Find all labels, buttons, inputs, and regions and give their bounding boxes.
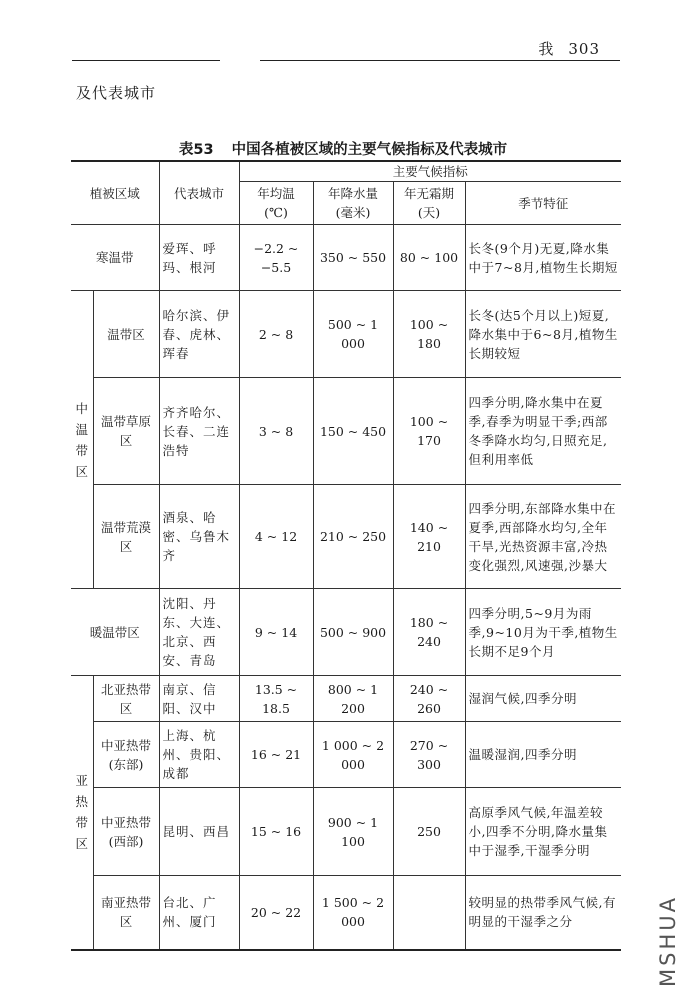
precip-cell: 500 ~ 1 000 <box>313 291 393 378</box>
temp-cell: 4 ~ 12 <box>239 485 313 589</box>
continuation-text: 及代表城市 <box>76 84 157 102</box>
climate-table <box>71 160 621 951</box>
zone-name: 南亚热带区 <box>93 876 159 950</box>
temp-cell: −2.2 ~ −5.5 <box>239 225 313 291</box>
precip-cell: 800 ~ 1 200 <box>313 676 393 722</box>
running-header <box>538 38 600 59</box>
cities-cell: 沈阳、丹东、大连、北京、西安、青岛 <box>159 589 239 676</box>
precip-cell: 350 ~ 550 <box>313 225 393 291</box>
zone-name: 中亚热带(东部) <box>93 722 159 788</box>
cities-cell: 台北、广州、厦门 <box>159 876 239 950</box>
table-row <box>71 676 621 722</box>
season-cell: 高原季风气候,年温差较小,四季不分明,降水量集中于湿季,干湿季分明 <box>465 788 621 876</box>
header-climate-group: 主要气候指标 <box>239 161 621 182</box>
zone-name: 寒温带 <box>71 225 159 291</box>
temp-cell: 15 ~ 16 <box>239 788 313 876</box>
cities-cell: 酒泉、哈密、乌鲁木齐 <box>159 485 239 589</box>
table-number: 表53 <box>178 142 214 158</box>
zone-name: 温带草原区 <box>93 378 159 485</box>
zone-name: 暖温带区 <box>71 589 159 676</box>
frost-cell: 270 ~ 300 <box>393 722 465 788</box>
page-number: 303 <box>568 40 600 58</box>
frost-cell: 80 ~ 100 <box>393 225 465 291</box>
season-cell: 湿润气候,四季分明 <box>465 676 621 722</box>
season-cell: 四季分明,东部降水集中在夏季,西部降水均匀,全年干旱,光热资源丰富,冷热变化强烈,风速强,沙暴大 <box>465 485 621 589</box>
season-cell: 四季分明,降水集中在夏季,春季为明显干季;西部冬季降水均匀,日照充足,但利用率低 <box>465 378 621 485</box>
precip-cell: 1 000 ~ 2 000 <box>313 722 393 788</box>
cities-cell: 哈尔滨、伊春、虎林、珲春 <box>159 291 239 378</box>
frost-cell: 250 <box>393 788 465 876</box>
header-cities: 代表城市 <box>159 161 239 225</box>
table-row <box>71 788 621 876</box>
header-rule <box>72 60 620 62</box>
frost-cell: 240 ~ 260 <box>393 676 465 722</box>
watermark-text: MSHUA <box>656 895 680 987</box>
cities-cell: 爱珲、呼玛、根河 <box>159 225 239 291</box>
precip-cell: 150 ~ 450 <box>313 378 393 485</box>
season-cell: 四季分明,5~9月为雨季,9~10月为干季,植物生长期不足9个月 <box>465 589 621 676</box>
header-season: 季节特征 <box>465 182 621 225</box>
cities-cell: 南京、信阳、汉中 <box>159 676 239 722</box>
table-row <box>71 291 621 378</box>
cities-cell: 齐齐哈尔、长春、二连浩特 <box>159 378 239 485</box>
frost-cell <box>393 876 465 950</box>
season-cell: 温暖湿润,四季分明 <box>465 722 621 788</box>
table-title-text: 中国各植被区域的主要气候指标及代表城市 <box>231 142 508 158</box>
precip-cell: 1 500 ~ 2 000 <box>313 876 393 950</box>
header-zone: 植被区域 <box>71 161 159 225</box>
zone-name: 温带区 <box>93 291 159 378</box>
precip-cell: 210 ~ 250 <box>313 485 393 589</box>
header-temp: 年均温 (℃) <box>239 182 313 225</box>
group-mid-temperate: 中温带区 <box>71 291 93 589</box>
temp-cell: 16 ~ 21 <box>239 722 313 788</box>
temp-cell: 2 ~ 8 <box>239 291 313 378</box>
header-label: 我 <box>538 40 555 58</box>
temp-cell: 13.5 ~ 18.5 <box>239 676 313 722</box>
group-subtropical: 亚热带区 <box>71 676 93 950</box>
cities-cell: 昆明、西昌 <box>159 788 239 876</box>
table-header-row <box>71 161 621 182</box>
season-cell: 长冬(9个月)无夏,降水集中于7~8月,植物生长期短 <box>465 225 621 291</box>
precip-cell: 900 ~ 1 100 <box>313 788 393 876</box>
frost-cell: 180 ~ 240 <box>393 589 465 676</box>
table-title <box>0 138 686 159</box>
zone-name: 北亚热带区 <box>93 676 159 722</box>
temp-cell: 3 ~ 8 <box>239 378 313 485</box>
precip-cell: 500 ~ 900 <box>313 589 393 676</box>
temp-cell: 20 ~ 22 <box>239 876 313 950</box>
table-row <box>71 876 621 950</box>
header-frost: 年无霜期 (天) <box>393 182 465 225</box>
table-row <box>71 589 621 676</box>
season-cell: 较明显的热带季风气候,有明显的干湿季之分 <box>465 876 621 950</box>
cities-cell: 上海、杭州、贵阳、成都 <box>159 722 239 788</box>
frost-cell: 100 ~ 170 <box>393 378 465 485</box>
frost-cell: 140 ~ 210 <box>393 485 465 589</box>
season-cell: 长冬(达5个月以上)短夏,降水集中于6~8月,植物生长期较短 <box>465 291 621 378</box>
table-row <box>71 225 621 291</box>
header-precip: 年降水量 (毫米) <box>313 182 393 225</box>
table-row <box>71 378 621 485</box>
temp-cell: 9 ~ 14 <box>239 589 313 676</box>
table-row <box>71 485 621 589</box>
frost-cell: 100 ~ 180 <box>393 291 465 378</box>
zone-name: 中亚热带(西部) <box>93 788 159 876</box>
zone-name: 温带荒漠区 <box>93 485 159 589</box>
climate-table-wrapper <box>71 160 621 951</box>
table-row <box>71 722 621 788</box>
